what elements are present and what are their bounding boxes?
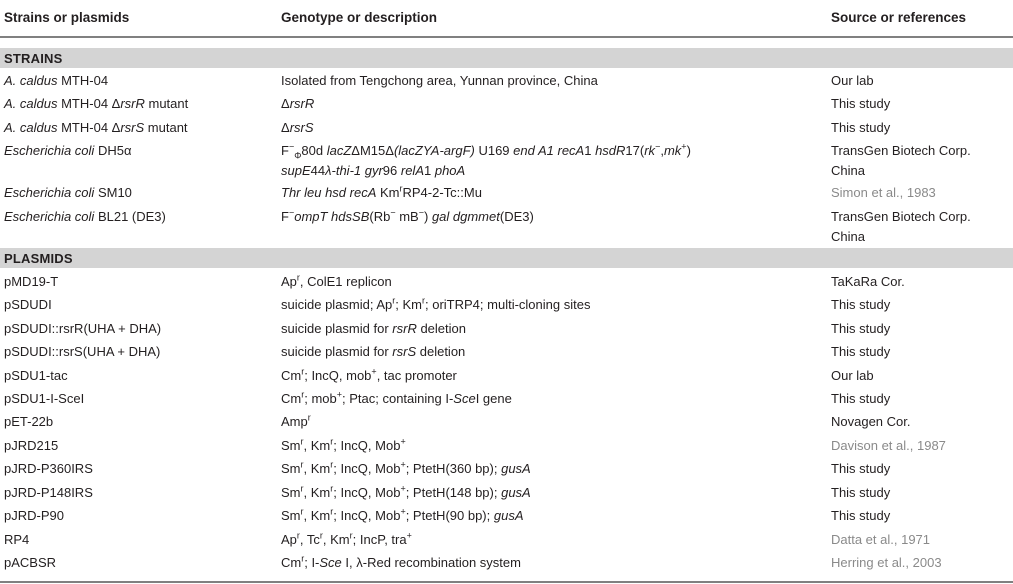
plasmid-name: pET-22b [4,414,54,429]
strain-name: A. caldus MTH-04 ΔrsrS mutant [4,120,188,135]
strain-source: TransGen Biotech Corp. China [831,209,971,244]
strain-source: This study [831,120,891,135]
strain-name: A. caldus MTH-04 [4,73,109,88]
plasmid-source: This study [831,297,891,312]
plasmid-genotype: suicide plasmid for rsrS deletion [281,344,466,359]
plasmid-genotype: Cm$^r$; I-Sce I, λ-Red recombination system [281,553,521,570]
plasmid-source-link[interactable]: Herring et al., 2003 [831,555,942,570]
strain-genotype: $F^-_\Phi 80d$ lacZΔM15Δ(lacZYA-argF) U169 end A1 recA1 hsdR17(rk−,mk+) supE44λ-thi-1 gyr96 relA1 phoA [281,141,691,178]
strain-source: Our lab [831,73,874,88]
plasmid-name: RP4 [4,532,30,547]
plasmid-name: pACBSR [4,555,57,570]
strain-genotype: ΔrsrR [281,96,315,111]
header-source-or-references: Source or references [831,10,967,25]
header-genotype-or-description: Genotype or description [281,10,438,25]
plasmid-source: This study [831,344,891,359]
plasmid-genotype: Sm$^r$, Km$^r$; IncQ, Mob+; PtetH(148 bp); gusA [281,483,531,500]
section-plasmids-label: PLASMIDS [4,251,73,266]
plasmid-genotype: Sm$^r$, Km$^r$; IncQ, Mob+ [281,436,406,453]
strain-genotype: ΔrsrS [281,120,314,135]
strain-name: A. caldus MTH-04 ΔrsrR mutant [4,96,189,111]
plasmid-source: This study [831,321,891,336]
plasmid-genotype: Amp$^r$ [281,412,311,429]
plasmid-source: This study [831,485,891,500]
section-strains [0,48,1013,69]
plasmid-source-link[interactable]: Datta et al., 1971 [831,532,931,547]
plasmid-source-link[interactable]: Davison et al., 1987 [831,438,946,453]
plasmid-genotype: Ap$^r$, ColE1 replicon [281,272,392,289]
strain-source: This study [831,96,891,111]
strain-genotype: F−ompT hdsSB(Rb− mB−) gal dgmmet(DE3) [281,207,534,224]
plasmid-source: This study [831,461,891,476]
plasmid-genotype: suicide plasmid for rsrR deletion [281,321,466,336]
strain-source: TransGen Biotech Corp. China [831,143,971,178]
section-plasmids [0,248,1013,269]
strain-name: Escherichia coli DH5α [4,143,132,158]
plasmid-name: pJRD215 [4,438,59,453]
section-strains-label: STRAINS [4,51,63,66]
plasmid-name: pSDUDI [4,297,52,312]
plasmid-genotype: Sm$^r$, Km$^r$; IncQ, Mob+; PtetH(360 bp); gusA [281,459,531,476]
strain-genotype: Thr leu hsd recA Km$^r$RP4-2-Tc::Mu [281,183,482,200]
plasmid-name: pSDU1-tac [4,368,68,383]
plasmid-name: pSDU1-I-SceI [4,391,85,406]
plasmid-genotype: Ap$^r$, Tc$^r$, Km$^r$; IncP, tra+ [281,530,412,547]
bottom-rule [0,581,1013,583]
plasmid-source: Our lab [831,368,874,383]
plasmid-genotype: Sm$^r$, Km$^r$; IncQ, Mob+; PtetH(90 bp); gusA [281,506,524,523]
table-header [0,0,1013,38]
plasmid-genotype: Cm$^r$; mob+; Ptac; containing I-SceI gene [281,389,512,406]
strain-source-link[interactable]: Simon et al., 1983 [831,185,936,200]
plasmid-source: Novagen Cor. [831,414,911,429]
plasmid-name: pSDUDI::rsrS(UHA + DHA) [4,344,161,359]
plasmid-name: pJRD-P360IRS [4,461,93,476]
plasmid-name: pJRD-P90 [4,508,64,523]
strain-genotype: Isolated from Tengchong area, Yunnan province, China [281,73,598,88]
plasmid-name: pJRD-P148IRS [4,485,93,500]
header-strains-or-plasmids: Strains or plasmids [4,10,130,25]
strain-name: Escherichia coli SM10 [4,185,132,200]
strain-name: Escherichia coli BL21 (DE3) [4,209,166,224]
plasmid-genotype: suicide plasmid; Ap$^r$; Km$^r$; oriTRP4; multi-cloning sites [281,295,591,312]
plasmid-genotype: Cm$^r$; IncQ, mob+, tac promoter [281,366,457,383]
plasmid-source: This study [831,391,891,406]
plasmid-source: This study [831,508,891,523]
plasmid-name: pSDUDI::rsrR(UHA + DHA) [4,321,162,336]
plasmid-source: TaKaRa Cor. [831,274,905,289]
plasmid-name: pMD19-T [4,274,59,289]
